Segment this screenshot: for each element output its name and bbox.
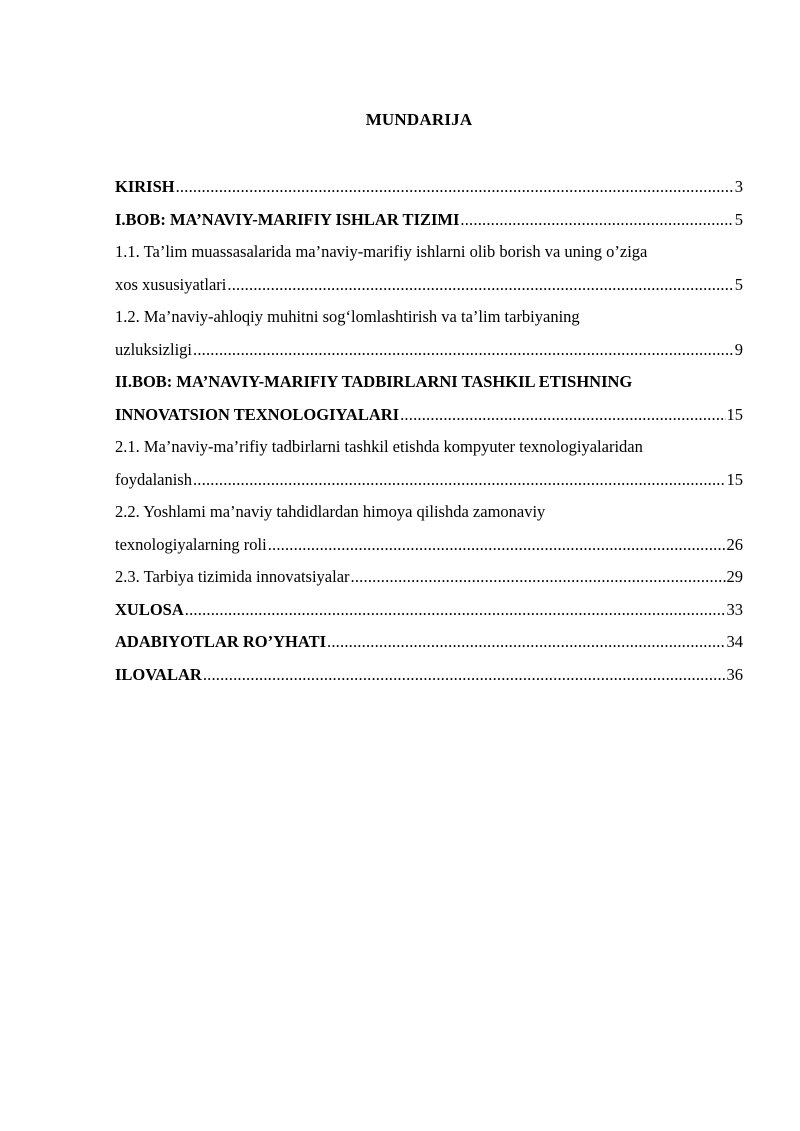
dot-leader	[351, 565, 726, 588]
toc-entry[interactable]	[115, 565, 743, 598]
toc-entry-row	[115, 338, 743, 371]
toc-entry-row	[115, 403, 743, 436]
toc-entry-row	[115, 663, 743, 696]
toc-entry[interactable]	[115, 240, 743, 305]
toc-page-number: 15	[726, 469, 743, 489]
toc-entry[interactable]	[115, 175, 743, 208]
toc-page-number: 36	[726, 664, 743, 684]
toc-page-number: 3	[734, 177, 743, 196]
toc-entry-row	[115, 565, 743, 598]
toc-page-number: 33	[726, 599, 743, 619]
dot-leader	[203, 663, 726, 686]
toc-entry-row	[115, 630, 743, 663]
toc-entry-row	[115, 208, 743, 241]
dot-leader	[400, 403, 725, 426]
toc-entry-title-line: 1.1. Ta’lim muassasalarida ma’naviy-marifiy ishlarni olib borish va uning o’ziga	[115, 242, 648, 261]
toc-entry-row	[115, 175, 743, 208]
page-title: MUNDARIJA	[365, 110, 473, 129]
toc-entry-row	[115, 273, 743, 306]
dot-leader	[227, 273, 733, 296]
toc-entry-title: ILOVALAR	[115, 664, 202, 684]
toc-entry-title: I.BOB: MA’NAVIY-MARIFIY ISHLAR TIZIMI	[115, 209, 460, 229]
dot-leader	[193, 468, 726, 491]
toc-page-number: 5	[734, 209, 743, 229]
toc-entry-title: 2.3. Tarbiya tizimida innovatsiyalar	[115, 567, 350, 586]
dot-leader	[268, 533, 726, 556]
toc-page-number: 29	[726, 567, 743, 586]
toc-entry[interactable]	[115, 370, 743, 435]
dot-leader	[176, 175, 734, 198]
toc-entry[interactable]	[115, 305, 743, 370]
dot-leader	[193, 338, 734, 361]
toc-entry[interactable]	[115, 598, 743, 631]
toc-page-number: 34	[726, 632, 743, 651]
toc-entry-title-line: 2.1. Ma’naviy-ma’rifiy tadbirlarni tashkil etishda kompyuter texnologiyalaridan	[115, 437, 643, 456]
toc-entry-title: ADABIYOTLAR RO’YHATI	[115, 632, 327, 651]
toc-entry-title: XULOSA	[115, 599, 184, 619]
dot-leader	[185, 598, 726, 621]
toc-entry-title-line: II.BOB: MA’NAVIY-MARIFIY TADBIRLARNI TASHKIL ETISHNING	[115, 372, 633, 391]
toc-entry[interactable]	[115, 663, 743, 696]
toc-entry-title: xos xususiyatlari	[115, 274, 227, 294]
toc-entry-row	[115, 598, 743, 631]
toc-entry-title: INNOVATSION TEXNOLOGIYALARI	[115, 404, 400, 424]
dot-leader	[460, 208, 733, 231]
toc-entry[interactable]	[115, 435, 743, 500]
toc-entry[interactable]	[115, 630, 743, 663]
toc-entry-title: uzluksizligi	[115, 339, 192, 359]
dot-leader	[327, 630, 725, 653]
toc-entry-title-line: 2.2. Yoshlami ma’naviy tahdidlardan himoya qilishda zamonaviy	[115, 502, 546, 521]
toc-entry-row	[115, 533, 743, 566]
toc-entry-row	[115, 468, 743, 501]
toc-entry[interactable]	[115, 208, 743, 241]
toc-page-number: 26	[726, 534, 743, 554]
toc-entry-title: texnologiyalarning roli	[115, 534, 267, 554]
toc-page-number: 5	[734, 274, 743, 294]
toc-entry-title: KIRISH	[115, 177, 175, 196]
table-of-contents	[115, 175, 743, 695]
toc-entry[interactable]	[115, 500, 743, 565]
toc-entry-title-line: 1.2. Ma’naviy-ahloqiy muhitni sog‘lomlashtirish va ta’lim tarbiyaning	[115, 307, 580, 326]
toc-page-number: 15	[726, 404, 743, 424]
toc-entry-title: foydalanish	[115, 469, 192, 489]
toc-page-number: 9	[734, 339, 743, 359]
